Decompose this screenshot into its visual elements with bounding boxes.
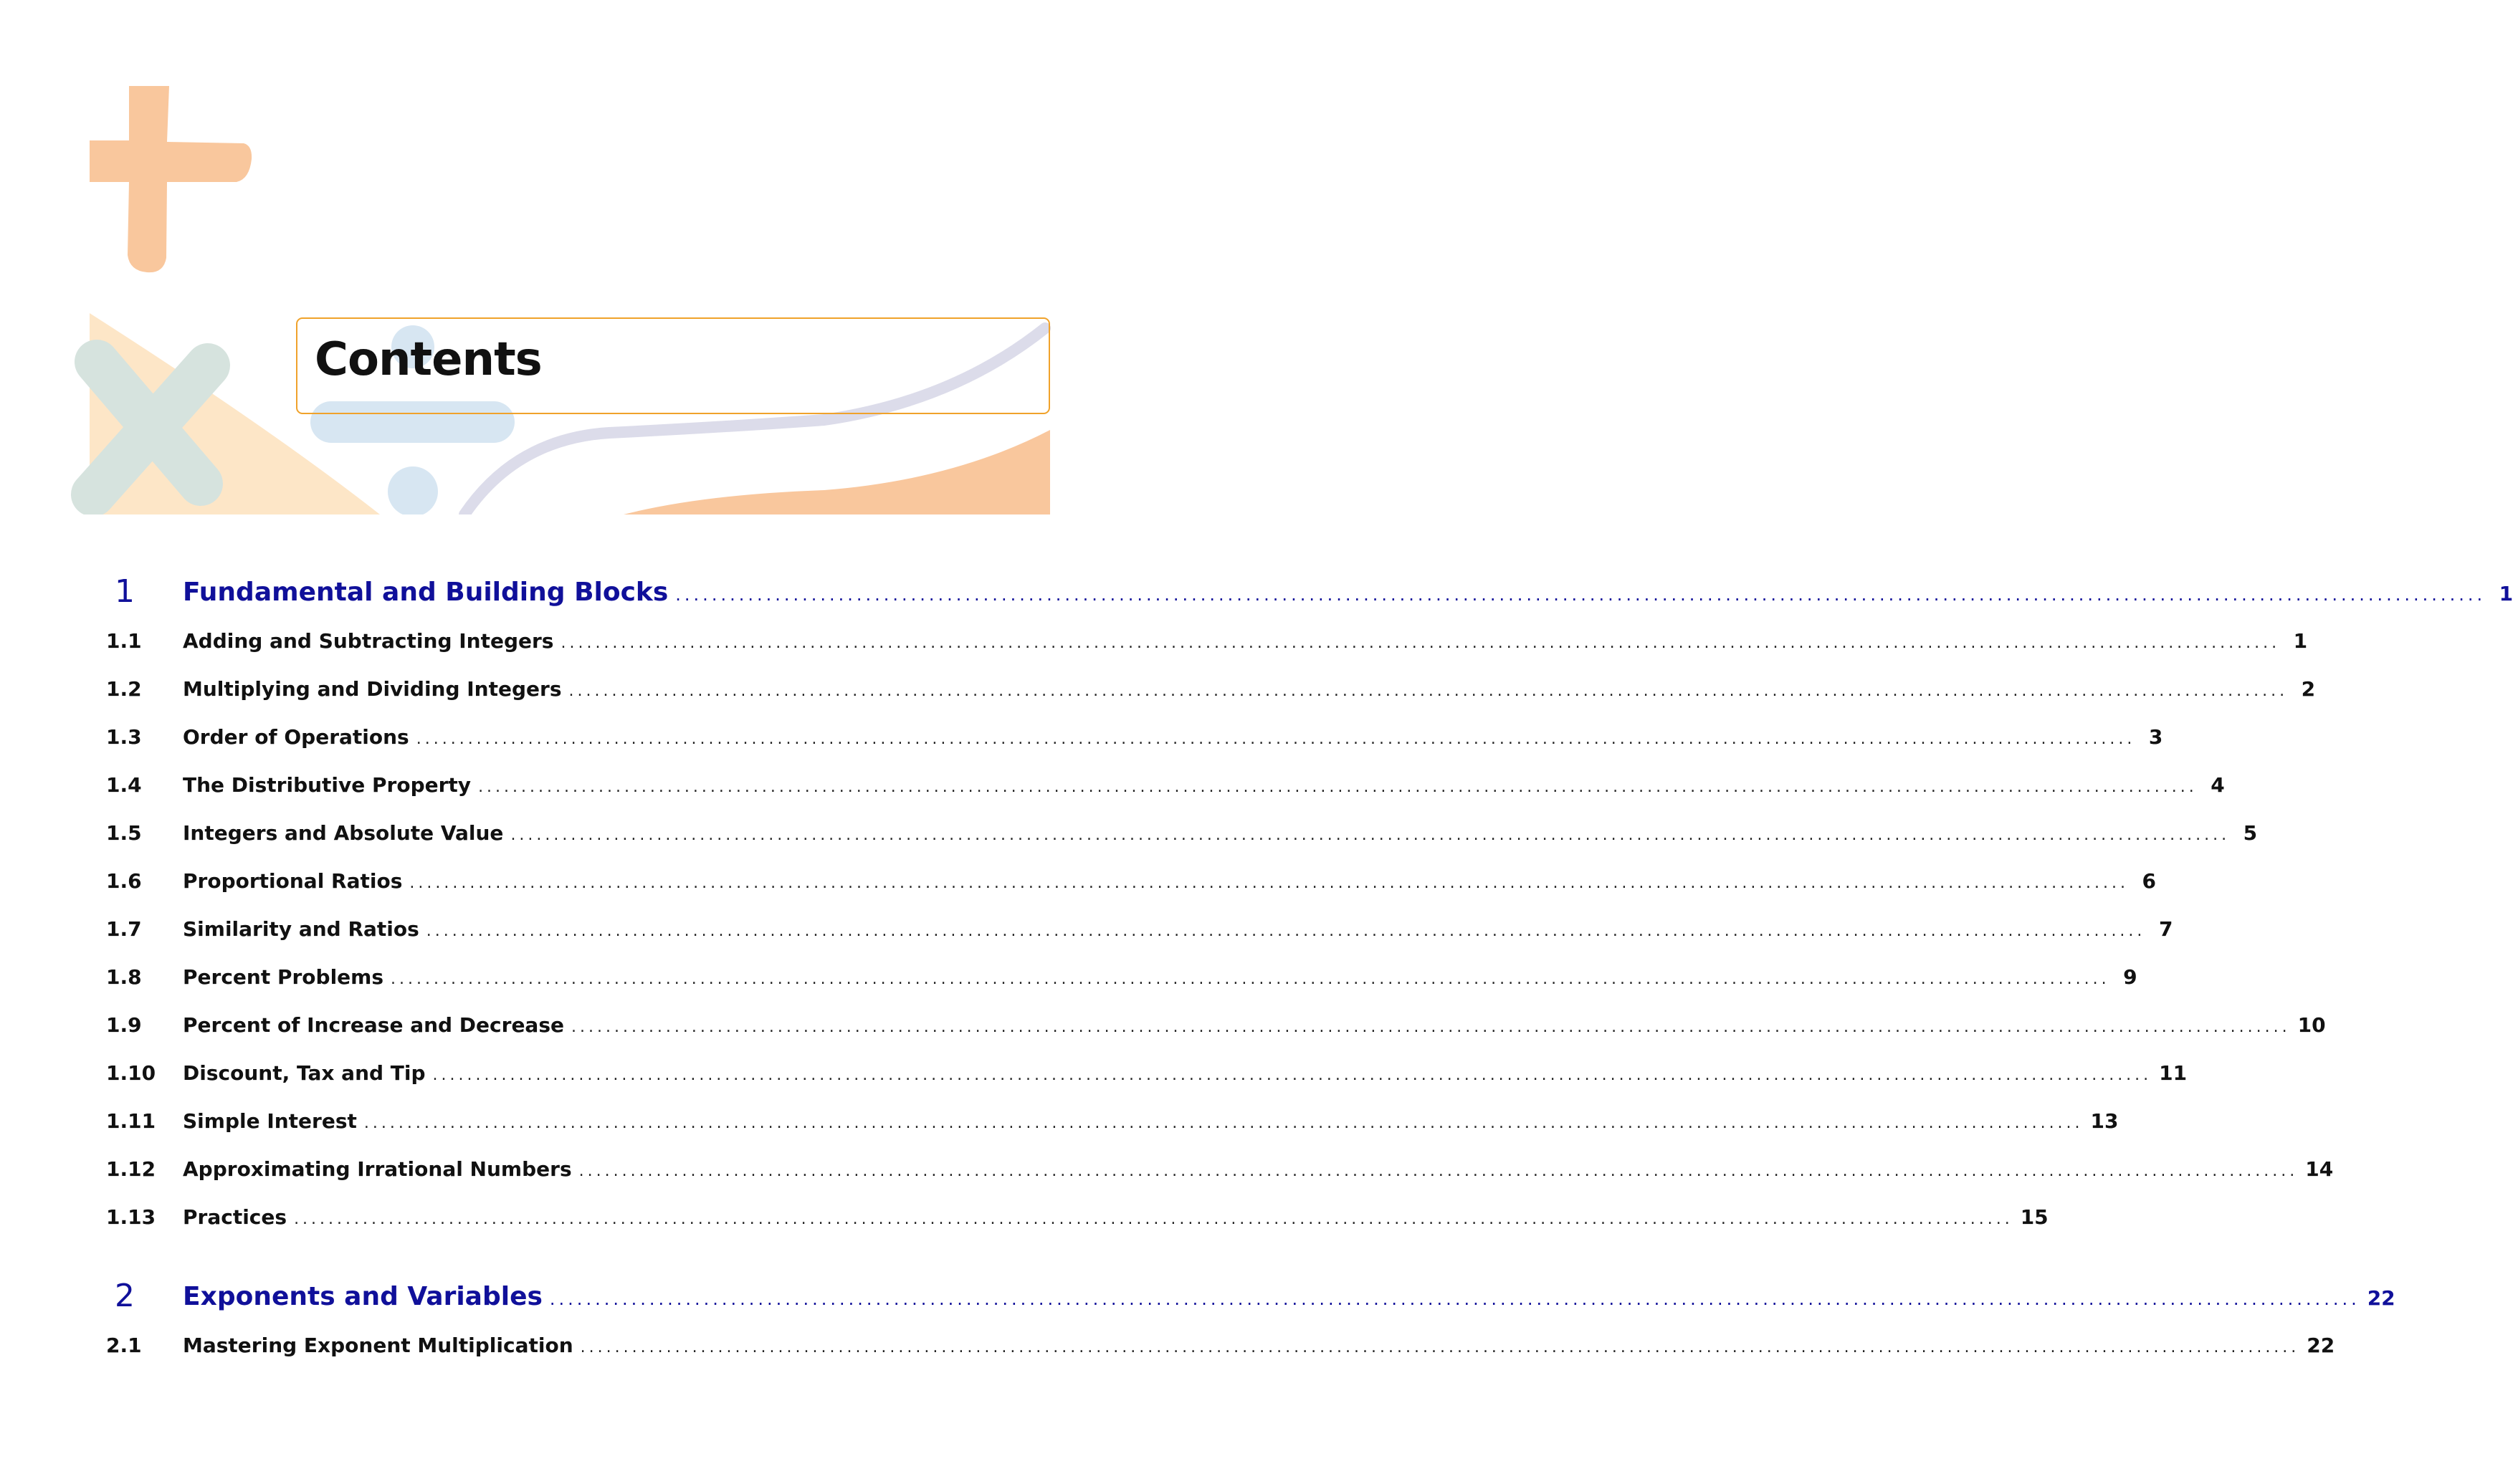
dot-leader: ........................................................................................................................................................................................................ — [294, 1210, 2013, 1228]
toc-entry-number: 1.7 — [106, 917, 142, 941]
toc-entry-number: 2.1 — [106, 1334, 142, 1357]
dot-leader: ........................................................................................................................................................................................................ — [571, 1018, 2291, 1036]
toc-entry-page-number[interactable]: 2 — [2301, 677, 2316, 701]
toc-entry-page-number[interactable]: 1 — [2293, 629, 2308, 653]
toc-entry-page-number[interactable]: 11 — [2159, 1061, 2188, 1085]
toc-entry-title[interactable]: Proportional Ratios — [183, 869, 403, 893]
dot-leader: ........................................................................................................................................................................................................ — [478, 778, 2198, 796]
dot-leader: ........................................................................................................................................................................................................ — [391, 970, 2110, 988]
toc-entry-number: 2 — [115, 1278, 135, 1314]
toc-entry-number: 1.10 — [106, 1061, 156, 1085]
dot-leader: ........................................................................................................................................................................................................ — [416, 730, 2136, 748]
toc-entry-page-number[interactable]: 10 — [2297, 1013, 2326, 1037]
toc-entry-title[interactable]: Adding and Subtracting Integers — [183, 629, 554, 653]
toc-entry-title[interactable]: Integers and Absolute Value — [183, 821, 504, 845]
toc-entry-number: 1.4 — [106, 773, 142, 797]
toc-entry-page-number[interactable]: 22 — [2367, 1286, 2395, 1310]
toc-entry-title[interactable]: Mastering Exponent Multiplication — [183, 1334, 573, 1357]
dot-leader: ........................................................................................................................................................................................................ — [578, 1162, 2299, 1180]
toc-entry-title[interactable]: Percent of Increase and Decrease — [183, 1013, 564, 1037]
toc-entry-title[interactable]: Multiplying and Dividing Integers — [183, 677, 562, 701]
dot-leader: ........................................................................................................................................................................................................ — [426, 922, 2146, 940]
dot-leader: ........................................................................................................................................................................................................ — [409, 874, 2130, 892]
toc-entry-title[interactable]: Discount, Tax and Tip — [183, 1061, 426, 1085]
toc-entry-title[interactable]: Exponents and Variables — [183, 1282, 543, 1311]
toc-entry-page-number[interactable]: 6 — [2142, 869, 2157, 893]
dot-leader: ........................................................................................................................................................................................................ — [549, 1289, 2360, 1309]
dot-leader: ........................................................................................................................................................................................................ — [432, 1066, 2152, 1084]
toc-entry-page-number[interactable]: 9 — [2123, 965, 2137, 989]
toc-entry-number: 1.2 — [106, 677, 142, 701]
toc-entry-number: 1.12 — [106, 1157, 156, 1181]
dot-leader: ........................................................................................................................................................................................................ — [675, 585, 2486, 605]
dot-leader: ........................................................................................................................................................................................................ — [510, 826, 2231, 844]
toc-entry-title[interactable]: Simple Interest — [183, 1109, 357, 1133]
toc-entry-page-number[interactable]: 13 — [2090, 1109, 2119, 1133]
page-title: Contents — [315, 333, 542, 386]
toc-entry-title[interactable]: Order of Operations — [183, 725, 409, 749]
toc-entry-page-number[interactable]: 22 — [2307, 1334, 2335, 1357]
dot-leader: ........................................................................................................................................................................................................ — [580, 1339, 2300, 1356]
toc-entry-number: 1.8 — [106, 965, 142, 989]
toc-entry-title[interactable]: Similarity and Ratios — [183, 917, 419, 941]
toc-entry-number: 1.11 — [106, 1109, 156, 1133]
toc-entry-title[interactable]: The Distributive Property — [183, 773, 472, 797]
toc-entry-title[interactable]: Practices — [183, 1205, 287, 1229]
toc-entry-page-number[interactable]: 7 — [2158, 917, 2173, 941]
toc-entry-page-number[interactable]: 3 — [2148, 725, 2163, 749]
toc-entry-number: 1.1 — [106, 629, 142, 653]
toc-entry-title[interactable]: Percent Problems — [183, 965, 384, 989]
toc-entry-number: 1.9 — [106, 1013, 142, 1037]
toc-entry-title[interactable]: Approximating Irrational Numbers — [183, 1157, 572, 1181]
toc-entry-number: 1.5 — [106, 821, 142, 845]
toc-entry-page-number[interactable]: 15 — [2020, 1205, 2049, 1229]
toc-entry-title[interactable]: Fundamental and Building Blocks — [183, 578, 669, 607]
toc-entry-number: 1.6 — [106, 869, 142, 893]
toc-entry-page-number[interactable]: 5 — [2243, 821, 2258, 845]
toc-entry-page-number[interactable]: 4 — [2211, 773, 2225, 797]
toc-entry-number: 1.3 — [106, 725, 142, 749]
toc-entry-page-number[interactable]: 14 — [2305, 1157, 2334, 1181]
dot-leader: ........................................................................................................................................................................................................ — [568, 682, 2289, 700]
toc-entry-number: 1.13 — [106, 1205, 156, 1229]
toc-entry-page-number[interactable]: 1 — [2499, 582, 2513, 605]
dot-leader: ........................................................................................................................................................................................................ — [363, 1114, 2084, 1132]
dot-leader: ........................................................................................................................................................................................................ — [561, 634, 2281, 652]
toc-entry-number: 1 — [115, 573, 135, 610]
